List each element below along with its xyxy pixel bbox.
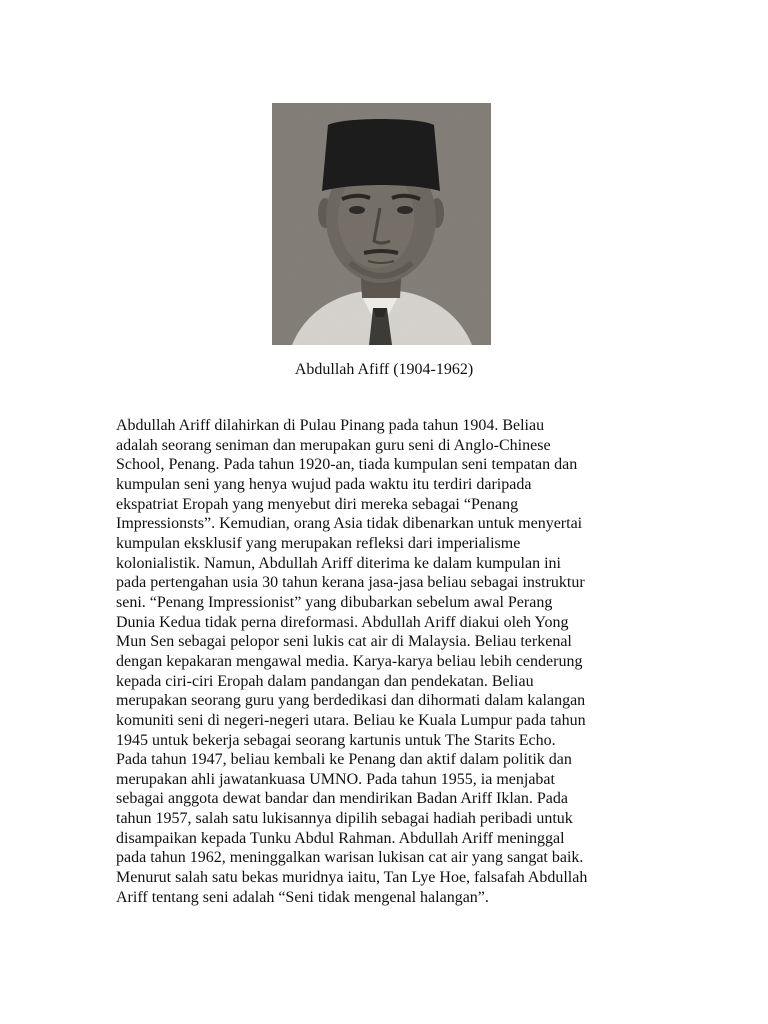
paragraph-line: Dunia Kedua tidak perna direformasi. Abdullah Ariff diakui oleh Yong (116, 613, 569, 631)
paragraph-line: merupakan ahli jawatankuasa UMNO. Pada tahun 1955, ia menjabat (116, 770, 555, 788)
paragraph-line: pada pertengahan usia 30 tahun kerana jasa-jasa beliau sebagai instruktur (116, 574, 585, 592)
paragraph-line: ekspatriat Eropah yang menyebut diri mereka sebagai “Penang (116, 495, 519, 513)
paragraph-line: Mun Sen sebagai pelopor seni lukis cat air di Malaysia. Beliau terkenal (116, 633, 572, 651)
paragraph-line: Impressionsts”. Kemudian, orang Asia tidak dibenarkan untuk menyertai (116, 515, 583, 533)
paragraph-line: tahun 1957, salah satu lukisannya dipilih sebagai hadiah peribadi untuk (116, 810, 573, 828)
portrait-photo (272, 103, 491, 345)
paragraph-line: 1945 untuk bekerja sebagai seorang kartunis untuk The Starits Echo. (116, 731, 556, 749)
paragraph-line: kumpulan eksklusif yang merupakan refleksi dari imperialisme (116, 534, 521, 552)
paragraph-line: merupakan seorang guru yang berdedikasi dan dihormati dalam kalangan (116, 692, 586, 710)
biography-paragraph (116, 416, 656, 907)
paragraph-line: Ariff tentang seni adalah “Seni tidak mengenal halangan”. (116, 888, 489, 906)
paragraph-line: adalah seorang seniman dan merupakan guru seni di Anglo-Chinese (116, 436, 551, 454)
paragraph-line: kumpulan seni yang henya wujud pada waktu itu terdiri daripada (116, 475, 532, 493)
paragraph-line: School, Penang. Pada tahun 1920-an, tiada kumpulan seni tempatan dan (116, 456, 578, 474)
portrait-illustration (272, 103, 491, 345)
paragraph-line: Abdullah Ariff dilahirkan di Pulau Pinang pada tahun 1904. Beliau (116, 417, 545, 434)
portrait-caption: Abdullah Afiff (1904-1962) (294, 361, 474, 378)
paragraph-line: disampaikan kepada Tunku Abdul Rahman. Abdullah Ariff meninggal (116, 829, 565, 847)
paragraph-line: kolonialistik. Namun, Abdullah Ariff diterima ke dalam kumpulan ini (116, 554, 561, 572)
paragraph-line: sebagai anggota dewat bandar dan mendirikan Badan Ariff Iklan. Pada (116, 790, 568, 808)
paragraph-line: seni. “Penang Impressionist” yang dibubarkan sebelum awal Perang (116, 593, 553, 611)
paragraph-line: pada tahun 1962, meninggalkan warisan lukisan cat air yang sangat baik. (116, 849, 584, 867)
paragraph-line: dengan kepakaran mengawal media. Karya-karya beliau lebih cenderung (116, 652, 583, 670)
paragraph-line: Pada tahun 1947, beliau kembali ke Penang dan aktif dalam politik dan (116, 751, 572, 769)
paragraph-line: komuniti seni di negeri-negeri utara. Beliau ke Kuala Lumpur pada tahun (116, 711, 586, 729)
paragraph-line: Menurut salah satu bekas muridnya iaitu, Tan Lye Hoe, falsafah Abdullah (116, 869, 588, 887)
paragraph-line: kepada ciri-ciri Eropah dalam pandangan dan pendekatan. Beliau (116, 672, 534, 690)
